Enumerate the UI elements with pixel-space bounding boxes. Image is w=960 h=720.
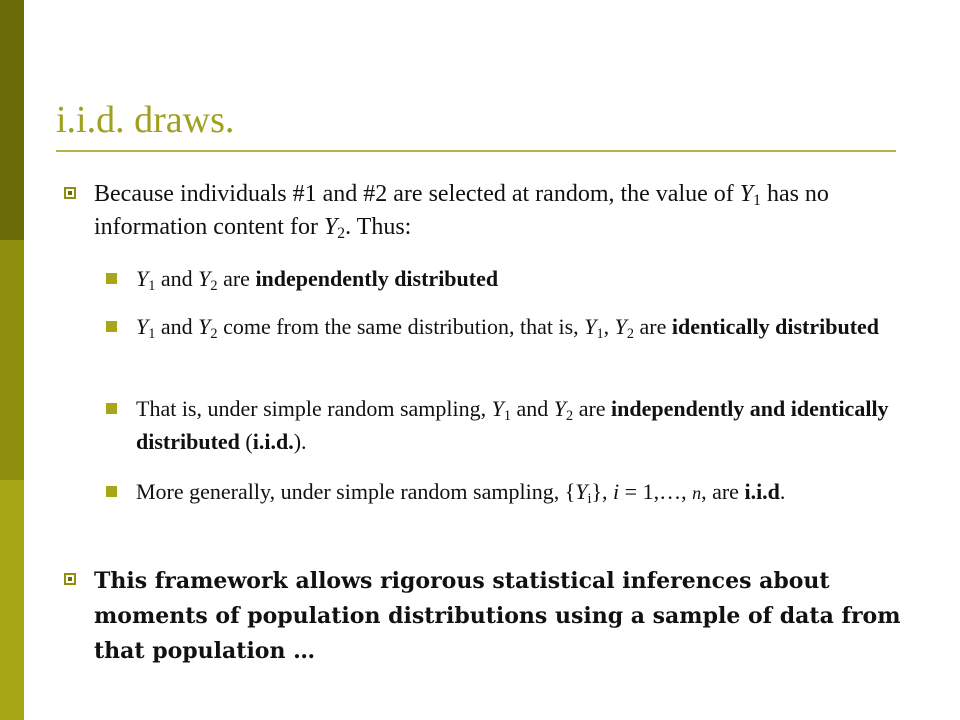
square-bullet-icon: [106, 486, 117, 497]
bullet-2: [64, 564, 914, 669]
sidebar-segment-middle: [0, 240, 24, 480]
sub-bullet-1-text: $Y_1$ and $Y_2$ are independently distributed: [136, 266, 499, 294]
sub-bullet-3: [106, 392, 906, 458]
bullet-2-text: This framework allows rigorous statistical inferences about moments of population distributions using a sample of data from that population …: [94, 568, 901, 664]
square-bullet-icon: [106, 321, 117, 332]
bullet-1-text: Because individuals #1 and #2 are selected at random, the value of $Y_1$ has no information content for $Y_2$. Thus:: [94, 181, 829, 242]
square-bullet-icon: [64, 573, 76, 585]
sub-bullet-2: [106, 310, 906, 343]
square-bullet-icon: [106, 273, 117, 284]
sidebar-segment-top: [0, 0, 24, 240]
sub-bullet-3-text: That is, under simple random sampling, $Y_1$ and $Y_2$ are independently and identically distributed (i.i.d.).: [136, 396, 889, 454]
sidebar-segment-bottom: [0, 480, 24, 720]
title-divider: [56, 150, 896, 152]
sub-bullet-1: [106, 262, 906, 295]
slide-title: i.i.d. draws.: [56, 99, 235, 141]
bullet-1: [64, 178, 914, 244]
sub-bullet-4-text: More generally, under simple random sampling, $\{Y_i\}$, i = 1,…, n, are i.i.d.: [136, 479, 786, 507]
sidebar-decoration: [0, 0, 24, 720]
sub-bullet-2-text: $Y_1$ and $Y_2$ come from the same distribution, that is, $Y_1$, $Y_2$ are identically distributed: [136, 314, 880, 342]
square-bullet-icon: [64, 187, 76, 199]
square-bullet-icon: [106, 403, 117, 414]
sub-bullet-4: [106, 475, 906, 510]
